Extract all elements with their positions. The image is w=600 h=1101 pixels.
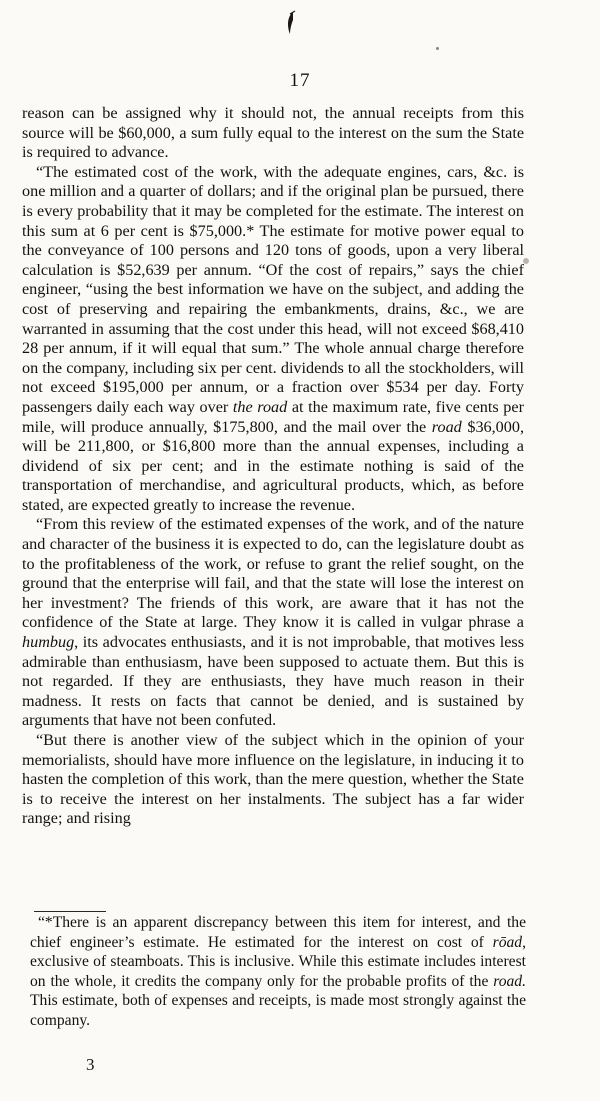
footnote — [30, 913, 526, 1031]
ink-mark — [284, 10, 296, 36]
text-run: “*There is an apparent discrepancy between this item for interest, and the chief engineer’s estimate. He estimated for the interest on cost of — [30, 914, 526, 951]
text-run: at the maximum rate, five cents per mile, will produce annually, $175,800, and the mail over the — [22, 397, 524, 436]
paper-speck — [436, 47, 439, 50]
text-run: This estimate, both of expenses and receipts, is made most strongly against the company. — [30, 992, 526, 1029]
text-run: “But there is another view of the subject which in the opinion of your memorialists, should have more influence on the legislature, in inducing it to hasten the completion of this work, than the mere question, whether the State is to receive the interest on her instalments. The subject has a far wider range; and rising — [22, 731, 524, 828]
text-run: “From this review of the estimated expenses of the work, and of the nature and character of the business it is expected to do, can the legislature doubt as to the profitableness of the work, or refuse to grant the relief sought, on the ground that the enterprise will fail, and that the state will lose the interest on her investment? The friends of this work, are aware that it has not the confidence of the State at large. They know it is called in vulgar phrase a — [22, 515, 524, 632]
footnote-paragraph — [30, 913, 526, 1031]
paragraph — [22, 515, 524, 731]
paragraph — [22, 104, 524, 163]
paragraph — [22, 163, 524, 516]
italic-text: road. — [493, 972, 526, 990]
text-run: “The estimated cost of the work, with the adequate engines, cars, &c. is one million and a quarter of dollars; and if the original plan be pursued, there is every probability that it may be completed for the estimate. The interest on this sum at 6 per cent is $75,000.* The estimate for motive power equal to the conveyance of 100 persons and 120 tons of goods, upon a very liberal calculation is $52,639 per annum. “Of the cost of repairs,” says the chief engineer, “using the best information we have on the subject, and adding the cost of preserving and repairing the embankments, drains, &c., we are warranted in assuming that the cost under this head, will not exceed $68,410 28 per annum, if it will equal that sum.” The whole annual charge therefore on the company, including six per cent. dividends to all the stockholders, will not exceed $195,000 per annum, or a fraction over $534 per day. Forty passengers daily each way over — [22, 162, 524, 416]
text-run: , its advocates enthusiasts, and it is not improbable, that motives less admirable than enthusiasm, have been supposed to actuate them. But this is not regarded. If they are enthusiasts, they have much reason in their madness. It rests on facts that cannot be denied, and is sustained by arguments that have not been confuted. — [22, 633, 524, 730]
italic-text: road — [431, 417, 462, 436]
body-text — [22, 104, 524, 829]
italic-text: the road — [232, 397, 288, 416]
paragraph — [22, 731, 524, 829]
footnote-rule — [34, 911, 106, 912]
page-number: 17 — [289, 70, 311, 91]
italic-text: humbug — [22, 633, 75, 652]
italic-text: rōad — [492, 933, 523, 951]
text-run: , exclusive of steamboats. This is inclusive. While this estimate includes interest on the whole, it credits the company only for the probable profits of the — [30, 933, 526, 990]
signature-mark: 3 — [86, 1055, 95, 1074]
text-run: reason can be assigned why it should not, the annual receipts from this source will be $60,000, a sum fully equal to the interest on the sum the State is required to advance. — [22, 104, 524, 162]
text-run: $36,000, will be 211,800, or $16,800 more than the annual expenses, including a dividend of six per cent; and in the estimate nothing is said of the transportation of merchandise, and agricultural products, which, as before stated, are expected greatly to increase the revenue. — [22, 417, 525, 514]
